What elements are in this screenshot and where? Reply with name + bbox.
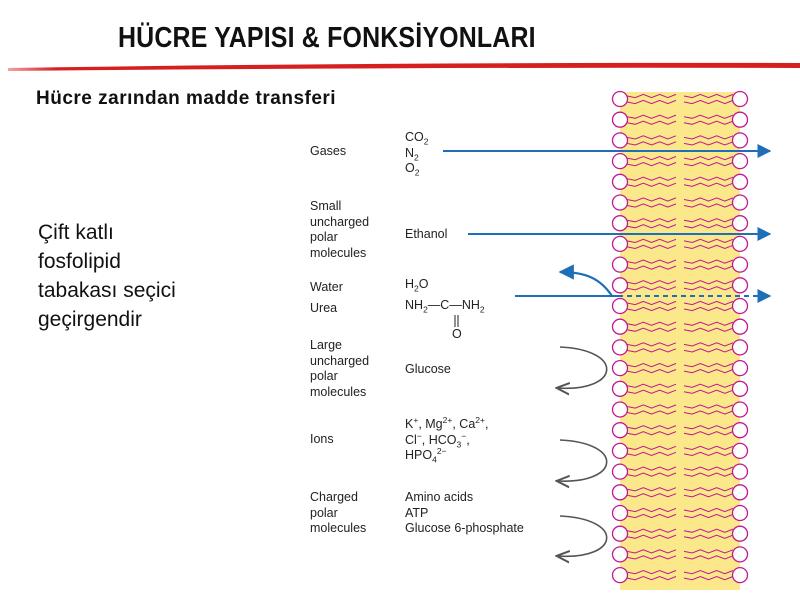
side-text-line: fosfolipid (38, 250, 121, 273)
side-text-line: geçirgendir (38, 308, 142, 331)
ions-line-2: Cl−, $HCO_3^-$, (405, 430, 470, 449)
co2-label: $CO_2$ (405, 130, 429, 147)
side-text-line: Çift katlı (38, 221, 114, 244)
urea-formula: $NH_2—C—NH_2$ (405, 298, 485, 315)
category-water-urea: Water Urea (310, 280, 343, 315)
ions-line-1: K+, $Mg^{2+}$, $Ca^{2+}$, (405, 414, 489, 431)
category-charged-polar: Charged polar molecules (310, 490, 367, 535)
category-large-uncharged-polar: Large uncharged polar molecules (310, 338, 370, 399)
slide-subtitle: Hücre zarından madde transferi (36, 88, 337, 109)
ethanol-label: Ethanol (405, 227, 448, 241)
category-small-uncharged-polar: Small uncharged polar molecules (310, 199, 370, 260)
charged-molecules: Amino acids ATP Glucose 6-phosphate (405, 490, 524, 535)
water-label: $H_2O$ (405, 277, 429, 294)
o2-label: $O_2$ (405, 161, 420, 178)
ions-line-3: $HPO_4^{2-}$ (405, 445, 447, 465)
side-text-line: tabakası seçici (38, 279, 176, 302)
ions-molecules (405, 414, 489, 465)
glucose-label: Glucose (405, 362, 451, 376)
slide-title: HÜCRE YAPISI & FONKSİYONLARI (118, 22, 536, 54)
n2-label: $N_2$ (405, 145, 419, 162)
category-ions: Ions (310, 432, 334, 446)
category-gases: Gases (310, 144, 347, 158)
urea-oxygen: O (452, 327, 462, 341)
